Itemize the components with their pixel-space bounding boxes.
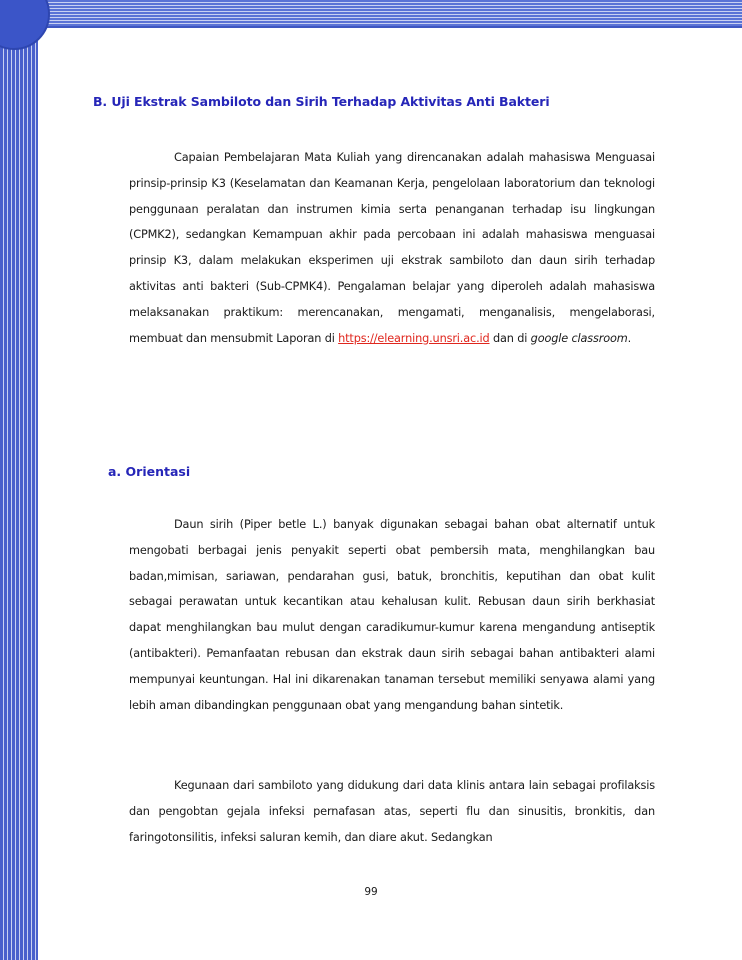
intro-paragraph xyxy=(129,145,655,351)
elearning-link[interactable]: https://elearning.unsri.ac.id xyxy=(338,331,490,345)
corner-circle-ornament xyxy=(0,0,50,50)
intro-text: Capaian Pembelajaran Mata Kuliah yang direncanakan adalah mahasiswa Menguasai prinsip-prinsip K3 (Keselamatan dan Keamanan Kerja, pengelolaan laboratorium dan teknologi penggunaan peralatan dan instrumen kimia serta penanganan terhadap isu lingkungan (CPMK2), sedangkan Kemampuan akhir pada percobaan ini adalah mahasiswa menguasai prinsip K3, dalam melakukan eksperimen uji ekstrak sambiloto dan daun sirih terhadap aktivitas anti bakteri (Sub-CPMK4). Pengalaman belajar yang diperoleh adalah mahasiswa melaksanakan praktikum: merencanakan, mengamati, menganalisis, mengelaborasi, membuat dan mensubmit Laporan di xyxy=(129,151,655,345)
top-decorative-band xyxy=(0,0,742,26)
intro-text-end: . xyxy=(627,331,632,345)
left-decorative-band xyxy=(0,0,38,960)
section-heading: B. Uji Ekstrak Sambiloto dan Sirih Terhadap Aktivitas Anti Bakteri xyxy=(93,94,550,109)
intro-text-between: dan di xyxy=(489,331,531,345)
orientation-paragraph-sambiloto: Kegunaan dari sambiloto yang didukung dari data klinis antara lain sebagai profilaksis dan pengobtan gejala infeksi pernafasan atas, seperti flu dan sinusitis, bronkitis, dan faringotonsilitis, infeksi saluran kemih, dan diare akut. Sedangkan xyxy=(129,779,655,844)
top-band-border xyxy=(0,26,742,28)
google-classroom-text: google classroom xyxy=(530,331,628,345)
orientation-paragraph-sirih: Daun sirih (Piper betle L.) banyak digunakan sebagai bahan obat alternatif untuk mengobati berbagai jenis penyakit seperti obat pembersih mata, menghilangkan bau badan,mimisan, sariawan, pendarahan gusi, batuk, bronchitis, keputihan dan obat kulit sebagai perawatan untuk kecantikan atau kehalusan kulit. Rebusan daun sirih berkhasiat dapat menghilangkan bau mulut dengan caradikumur-kumur karena mengandung antiseptik (antibakteri). Pemanfaatan rebusan dan ekstrak daun sirih sebagai bahan antibakteri alami mempunyai keuntungan. Hal ini dikarenakan tanaman tersebut memiliki senyawa alami yang lebih aman dibandingkan penggunaan obat yang mengandung bahan sintetik. xyxy=(129,518,655,712)
orientation-heading: a. Orientasi xyxy=(108,464,191,479)
page-number: 99 xyxy=(364,886,378,898)
